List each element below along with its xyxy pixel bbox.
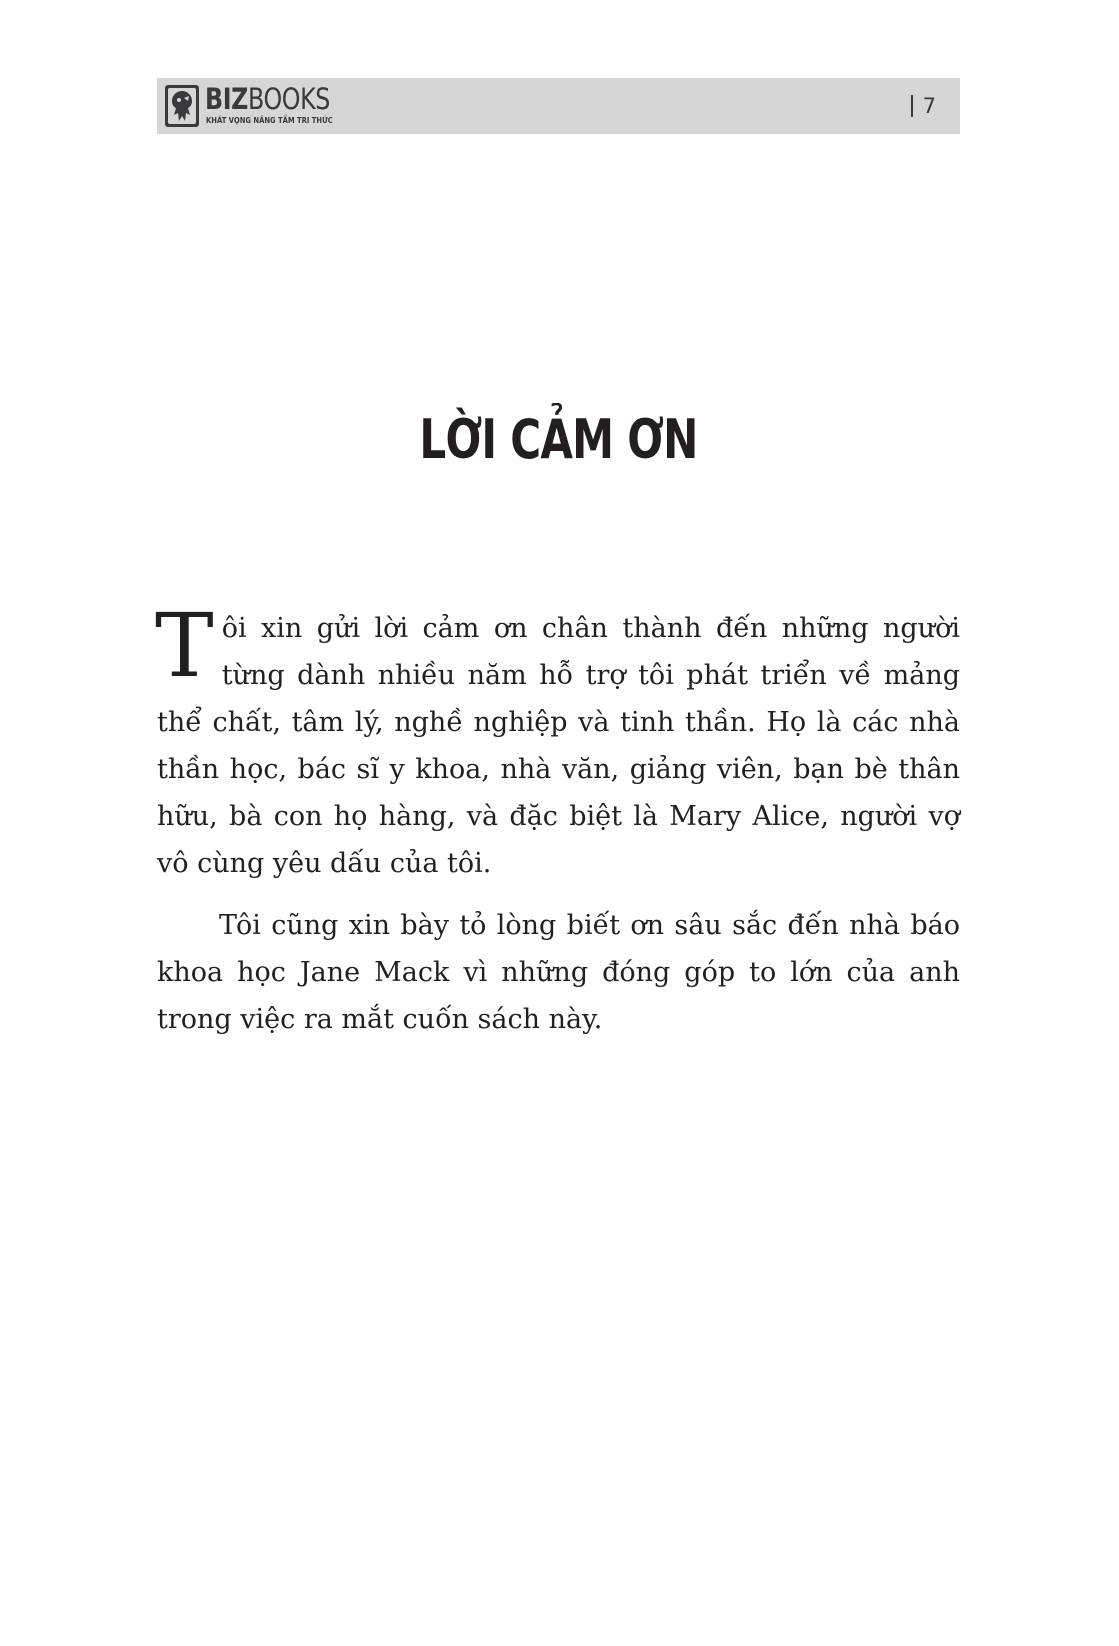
brand-wordmark	[205, 83, 330, 115]
drop-cap: T	[155, 594, 214, 697]
page-number-separator	[911, 95, 913, 117]
running-header	[157, 78, 960, 134]
chapter-title: LỜI CẢM ƠN	[419, 408, 698, 471]
brand-tagline: KHÁT VỌNG NÂNG TẦM TRI THỨC	[206, 116, 333, 125]
body-text	[155, 594, 960, 1043]
brand-regular: BOOKS	[247, 82, 330, 116]
paragraph-2: Tôi cũng xin bày tỏ lòng biết ơn sâu sắc đến nhà báo khoa học Jane Mack vì những đóng góp to lớn của anh trong việc ra mắt cuốn sách này.	[157, 910, 960, 1035]
brand-bold: BIZ	[205, 82, 248, 116]
page-number-value: 7	[922, 94, 936, 118]
paragraph-1-text: ôi xin gửi lời cảm ơn chân thành đến những người từng dành nhiều năm hỗ trợ tôi phát triển về mảng thể chất, tâm lý, nghề nghiệp và tinh thần. Họ là các nhà thần học, bác sĩ y khoa, nhà văn, giảng viên, bạn bè thân hữu, bà con họ hàng, và đặc biệt là Mary Alice, người vợ vô cùng yêu dấu của tôi.	[157, 613, 960, 879]
page-number	[911, 94, 936, 118]
paragraph-1	[155, 594, 960, 887]
bizbooks-logo-icon	[165, 85, 199, 127]
